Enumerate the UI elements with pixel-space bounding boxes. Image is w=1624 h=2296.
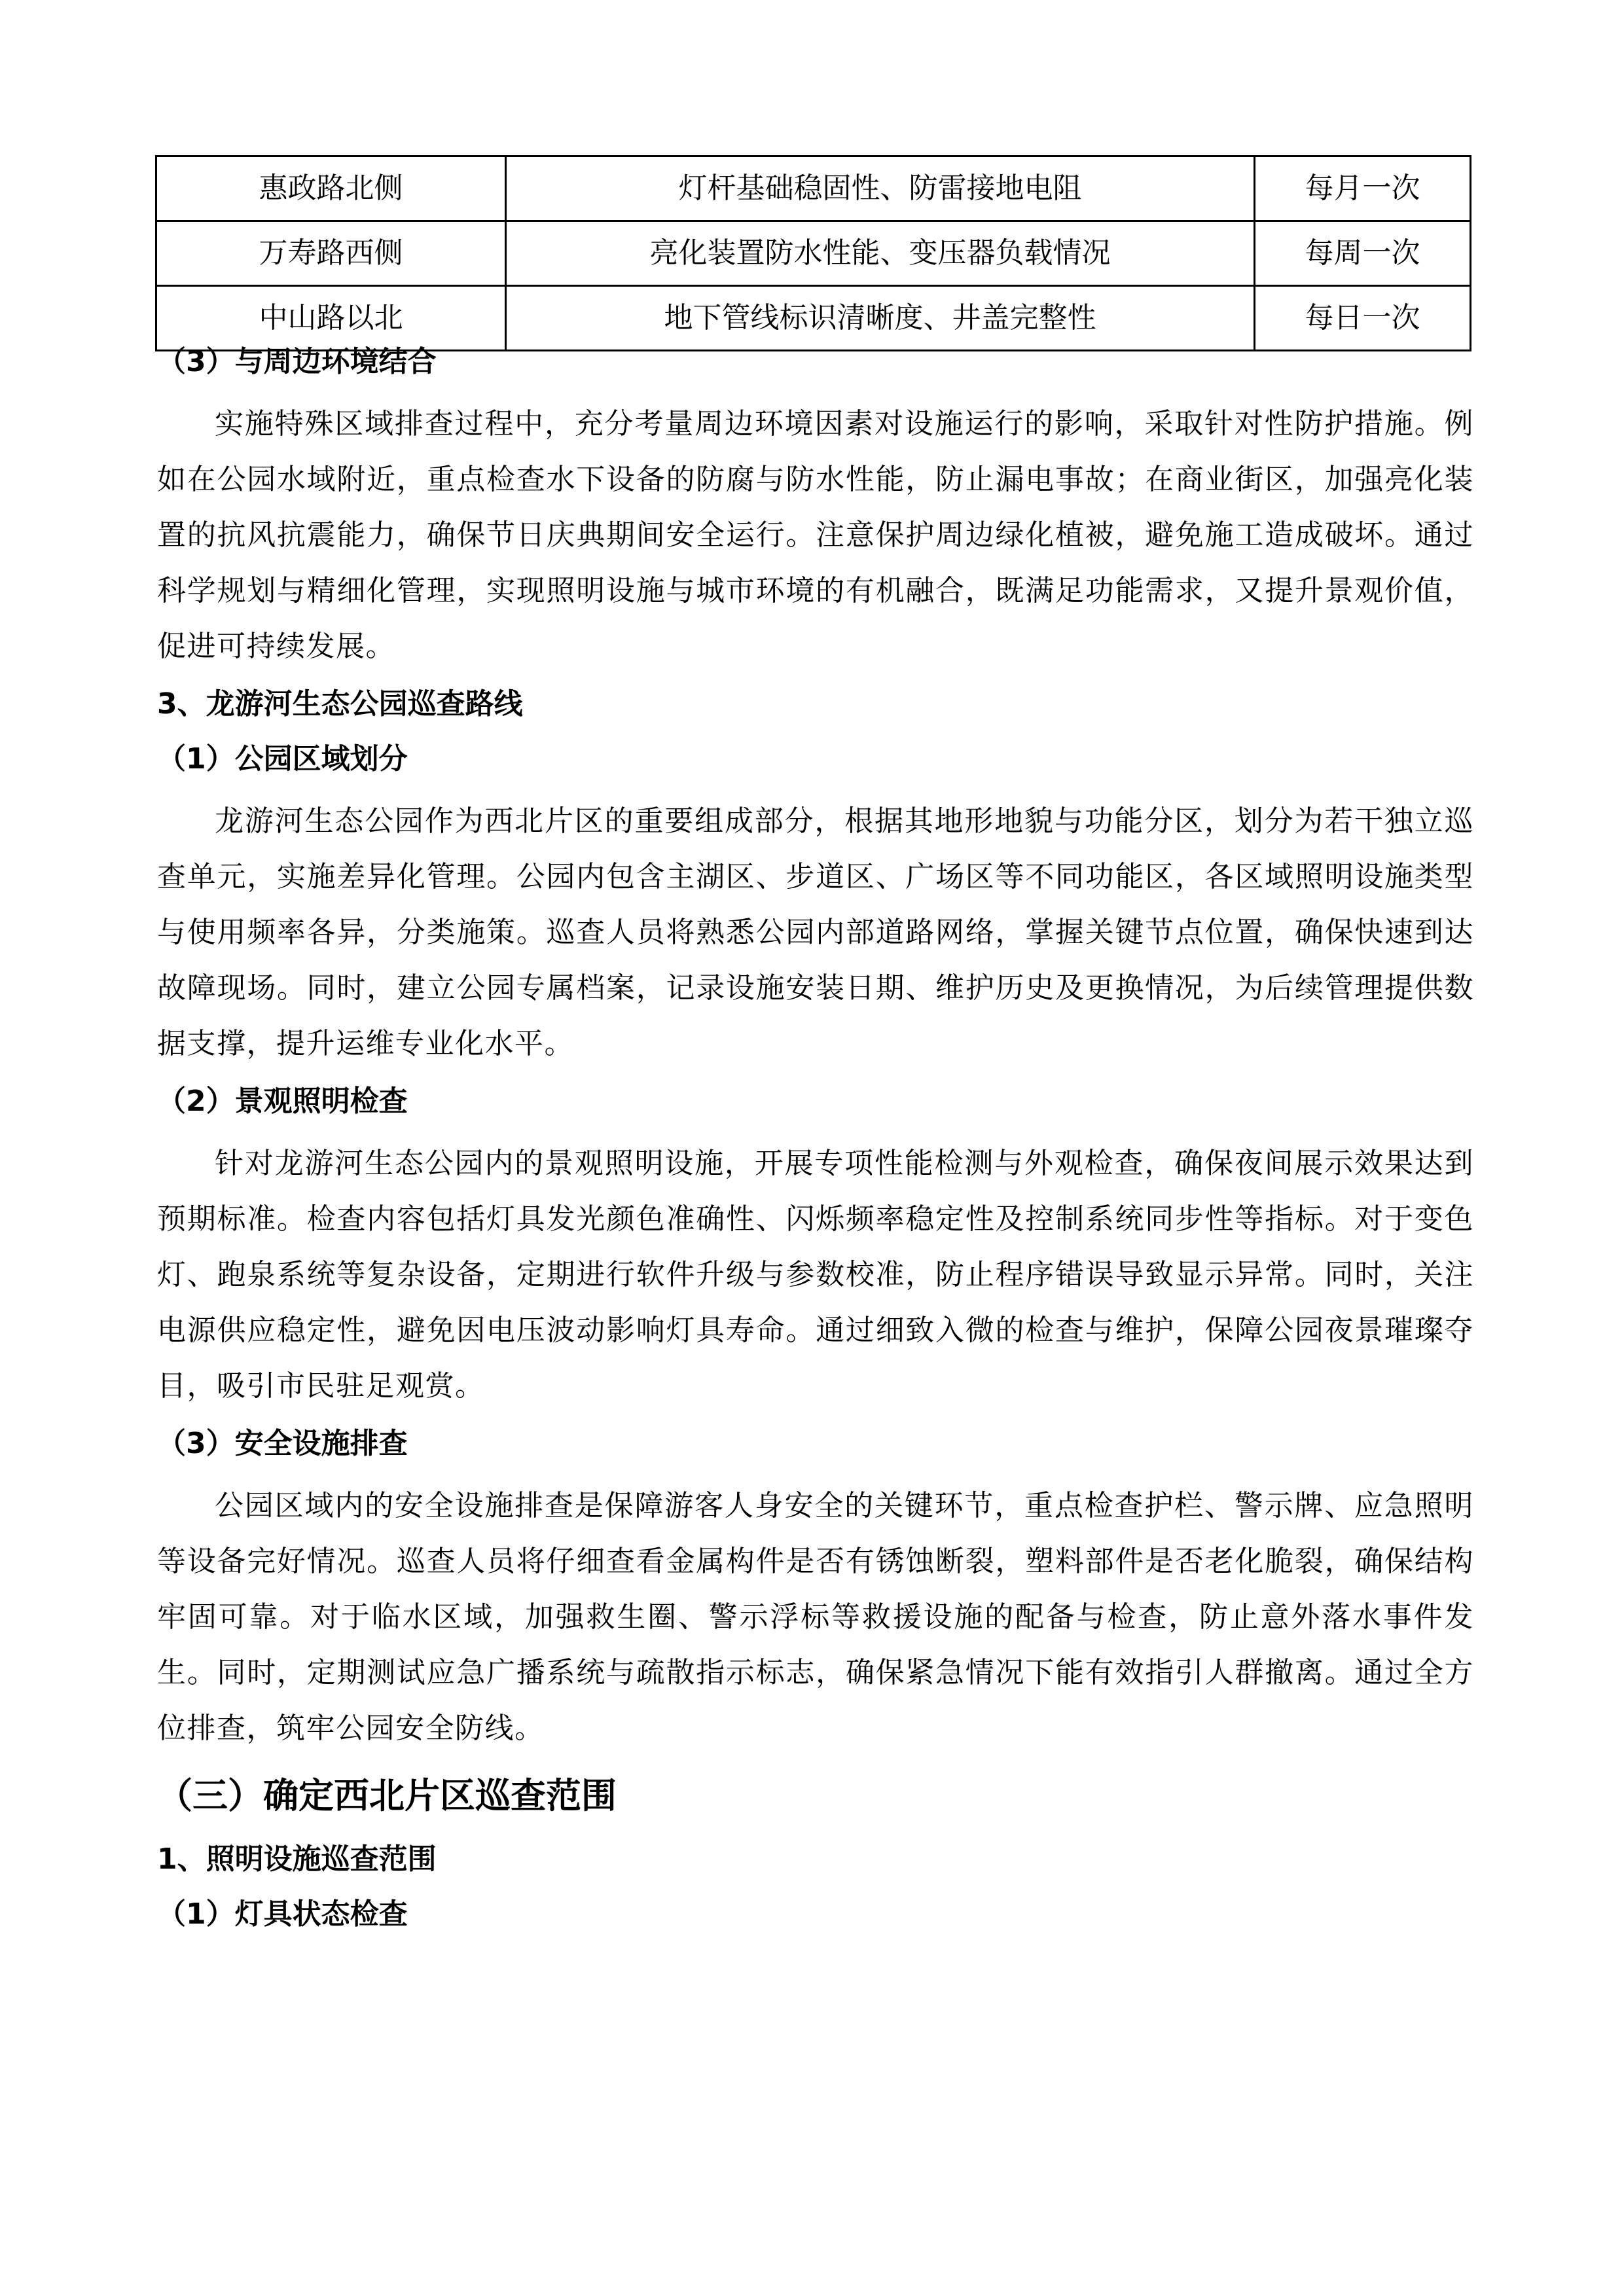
table-cell-area: 中山路以北 xyxy=(156,286,506,351)
table-row xyxy=(156,221,1471,286)
table-row xyxy=(156,286,1471,351)
table-cell-frequency: 每日一次 xyxy=(1255,286,1471,351)
section-heading: 3、龙游河生态公园巡查路线 xyxy=(157,687,523,721)
section-heading: 1、照明设施巡查范围 xyxy=(157,1842,437,1876)
table-cell-area: 惠政路北侧 xyxy=(156,156,506,221)
paragraph: 实施特殊区域排查过程中，充分考量周边环境因素对设施运行的影响，采取针对性防护措施。例如在公园水域附近，重点检查水下设备的防腐与防水性能，防止漏电事故；在商业街区，加强亮化装置的抗风抗震能力，确保节日庆典期间安全运行。注意保护周边绿化植被，避免施工造成破坏。通过科学规划与精细化管理，实现照明设施与城市环境的有机融合，既满足功能需求，又提升景观价值，促进可持续发展。 xyxy=(157,407,1474,663)
paragraph: 针对龙游河生态公园内的景观照明设施，开展专项性能检测与外观检查，确保夜间展示效果达到预期标准。检查内容包括灯具发光颜色准确性、闪烁频率稳定性及控制系统同步性等指标。对于变色灯、跑泉系统等复杂设备，定期进行软件升级与参数校准，防止程序错误导致显示异常。同时，关注电源供应稳定性，避免因电压波动影响灯具寿命。通过细致入微的检查与维护，保障公园夜景璀璨夺目，吸引市民驻足观赏。 xyxy=(157,1147,1474,1403)
body-content xyxy=(157,344,1474,1948)
inspection-table xyxy=(155,155,1471,351)
table-row xyxy=(156,156,1471,221)
table-cell-content: 地下管线标识清晰度、井盖完整性 xyxy=(506,286,1255,351)
subsection-heading: （1）灯具状态检查 xyxy=(157,1897,408,1931)
subsection-heading: （3）与周边环境结合 xyxy=(157,345,437,378)
subsection-heading: （1）公园区域划分 xyxy=(157,742,408,776)
table-cell-content: 亮化装置防水性能、变压器负载情况 xyxy=(506,221,1255,286)
table-cell-frequency: 每周一次 xyxy=(1255,221,1471,286)
chapter-heading: （三）确定西北片区巡查范围 xyxy=(157,1775,617,1816)
table-cell-area: 万寿路西侧 xyxy=(156,221,506,286)
paragraph: 龙游河生态公园作为西北片区的重要组成部分，根据其地形地貌与功能分区，划分为若干独立巡查单元，实施差异化管理。公园内包含主湖区、步道区、广场区等不同功能区，各区域照明设施类型与使用频率各异，分类施策。巡查人员将熟悉公园内部道路网络，掌握关键节点位置，确保快速到达故障现场。同时，建立公园专属档案，记录设施安装日期、维护历史及更换情况，为后续管理提供数据支撑，提升运维专业化水平。 xyxy=(157,804,1474,1060)
subsection-heading: （3）安全设施排查 xyxy=(157,1427,408,1460)
table-cell-content: 灯杆基础稳固性、防雷接地电阻 xyxy=(506,156,1255,221)
paragraph: 公园区域内的安全设施排查是保障游客人身安全的关键环节，重点检查护栏、警示牌、应急照明等设备完好情况。巡查人员将仔细查看金属构件是否有锈蚀断裂，塑料部件是否老化脆裂，确保结构牢固可靠。对于临水区域，加强救生圈、警示浮标等救援设施的配备与检查，防止意外落水事件发生。同时，定期测试应急广播系统与疏散指示标志，确保紧急情况下能有效指引人群撤离。通过全方位排查，筑牢公园安全防线。 xyxy=(157,1489,1474,1745)
subsection-heading: （2）景观照明检查 xyxy=(157,1085,408,1118)
table-cell-frequency: 每月一次 xyxy=(1255,156,1471,221)
